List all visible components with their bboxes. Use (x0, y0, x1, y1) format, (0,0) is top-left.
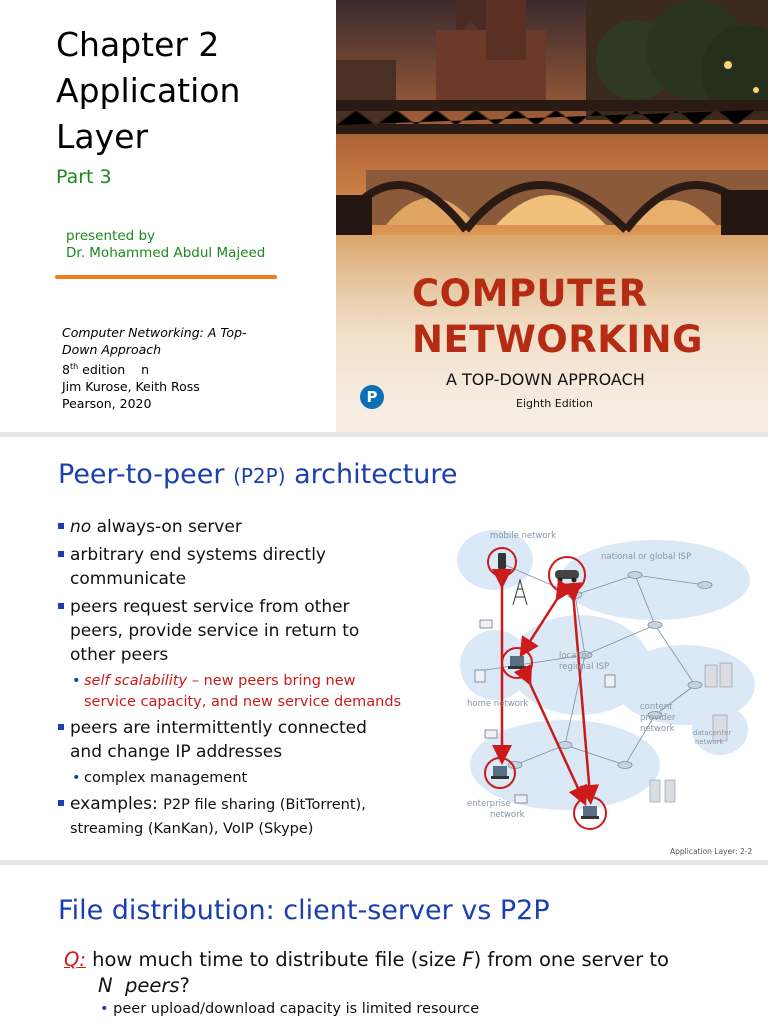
bullet-line: peers are intermittently connected (70, 718, 367, 738)
cover-photo-illustration (336, 0, 768, 432)
bullet-no-server (58, 515, 438, 539)
p2p-network-diagram (455, 525, 755, 845)
examples-colon: : (152, 794, 164, 814)
bullet-line: and change IP addresses (70, 742, 283, 762)
label-enterprise-1: enterprise (467, 799, 511, 809)
cover-subtitle: A TOP-DOWN APPROACH (446, 370, 645, 389)
bullet-line: other peers (70, 645, 169, 665)
label-local-isp-2: regional ISP (559, 662, 610, 672)
cover-title-line-1: COMPUTER (412, 272, 648, 315)
examples-label: examples (70, 794, 153, 814)
book-cover (336, 0, 768, 432)
chapter-title (56, 22, 240, 160)
presented-by-label: presented by (66, 228, 156, 244)
edition-suffix: th (69, 362, 79, 371)
book-title-line-1: Computer Networking: A Top- (62, 325, 247, 340)
label-content-2: provider (640, 713, 676, 723)
label-local-isp-1: local or (559, 651, 591, 661)
question-mark: ? (179, 974, 190, 997)
label-content-1: content (640, 702, 673, 712)
title-line-3: Layer (56, 117, 149, 156)
presenter-block (66, 228, 265, 262)
bullet-intermittent (58, 716, 438, 764)
book-title-line-2: Down Approach (62, 342, 162, 357)
question-peers: peers (112, 974, 180, 997)
variable-f: F (462, 948, 474, 971)
title-line-2: Application (56, 71, 241, 110)
title-line-1: Chapter 2 (56, 25, 220, 64)
question-part: ) from one server to (473, 948, 669, 971)
sub-bullet-capacity: • peer upload/download capacity is limited resource (100, 1001, 479, 1017)
bullet-end-systems (58, 543, 438, 591)
slide-title: File distribution: client-server vs P2P (58, 895, 550, 926)
publisher: Pearson, 2020 (62, 396, 152, 412)
cover-title-line-2: NETWORKING (412, 318, 704, 361)
authors: Jim Kurose, Keith Ross (62, 379, 200, 395)
title-part-2: (P2P) (233, 464, 286, 488)
bullet-text: always-on server (91, 517, 242, 537)
question-part: how much time to distribute file (size (85, 948, 463, 971)
sub-bullet-text: – new peers bring new (187, 673, 356, 689)
label-datacenter-2: network (695, 738, 724, 746)
label-content-3: network (640, 724, 675, 734)
examples-text: P2P file sharing (BitTorrent), (163, 797, 366, 813)
title-part-1: Peer-to-peer (58, 459, 234, 490)
bullet-line: communicate (70, 569, 187, 589)
bullet-emphasis: no (70, 517, 92, 537)
presenter-name: Dr. Mohammed Abdul Majeed (66, 245, 266, 261)
bullet-line: peers, provide service in return to (70, 621, 360, 641)
edition-text: edition n (78, 362, 150, 378)
examples-text: streaming (KanKan), VoIP (Skype) (70, 821, 314, 837)
bullet-list (58, 515, 438, 845)
pearson-logo-icon: P (360, 385, 384, 409)
p2p-architecture-slide (0, 437, 768, 860)
sub-bullet-complex-management: • complex management (58, 768, 438, 789)
bullet-examples (58, 792, 438, 841)
bullet-line: peers request service from other (70, 597, 350, 617)
bullet-peers-request (58, 595, 438, 667)
edition-number: 8 (62, 362, 70, 378)
title-part-3: architecture (285, 459, 458, 490)
question-line-2 (64, 973, 669, 999)
sub-bullet-text: service capacity, and new service demands (84, 694, 402, 710)
bullet-line: arbitrary end systems directly (70, 545, 326, 565)
label-enterprise-2: network (490, 810, 525, 820)
sub-bullet-self-scalability (58, 671, 438, 713)
slide-footer: Application Layer: 2-2 (670, 847, 753, 856)
variable-n: N (98, 974, 113, 997)
edition-line (62, 358, 247, 378)
orange-divider (55, 275, 277, 279)
sub-bullet-emphasis: self scalability (84, 673, 188, 689)
label-datacenter-1: datacenter (693, 729, 732, 737)
label-mobile-network: mobile network (490, 531, 557, 541)
label-national-isp: national or global ISP (601, 552, 692, 562)
question-text (64, 947, 669, 999)
book-reference (62, 324, 247, 412)
cover-edition: Eighth Edition (516, 397, 593, 410)
title-slide (0, 0, 768, 432)
slide-title (58, 459, 457, 490)
label-home-network: home network (467, 699, 529, 709)
part-label: Part 3 (56, 166, 112, 188)
file-distribution-slide (0, 865, 768, 1024)
question-label: Q: (64, 948, 86, 971)
